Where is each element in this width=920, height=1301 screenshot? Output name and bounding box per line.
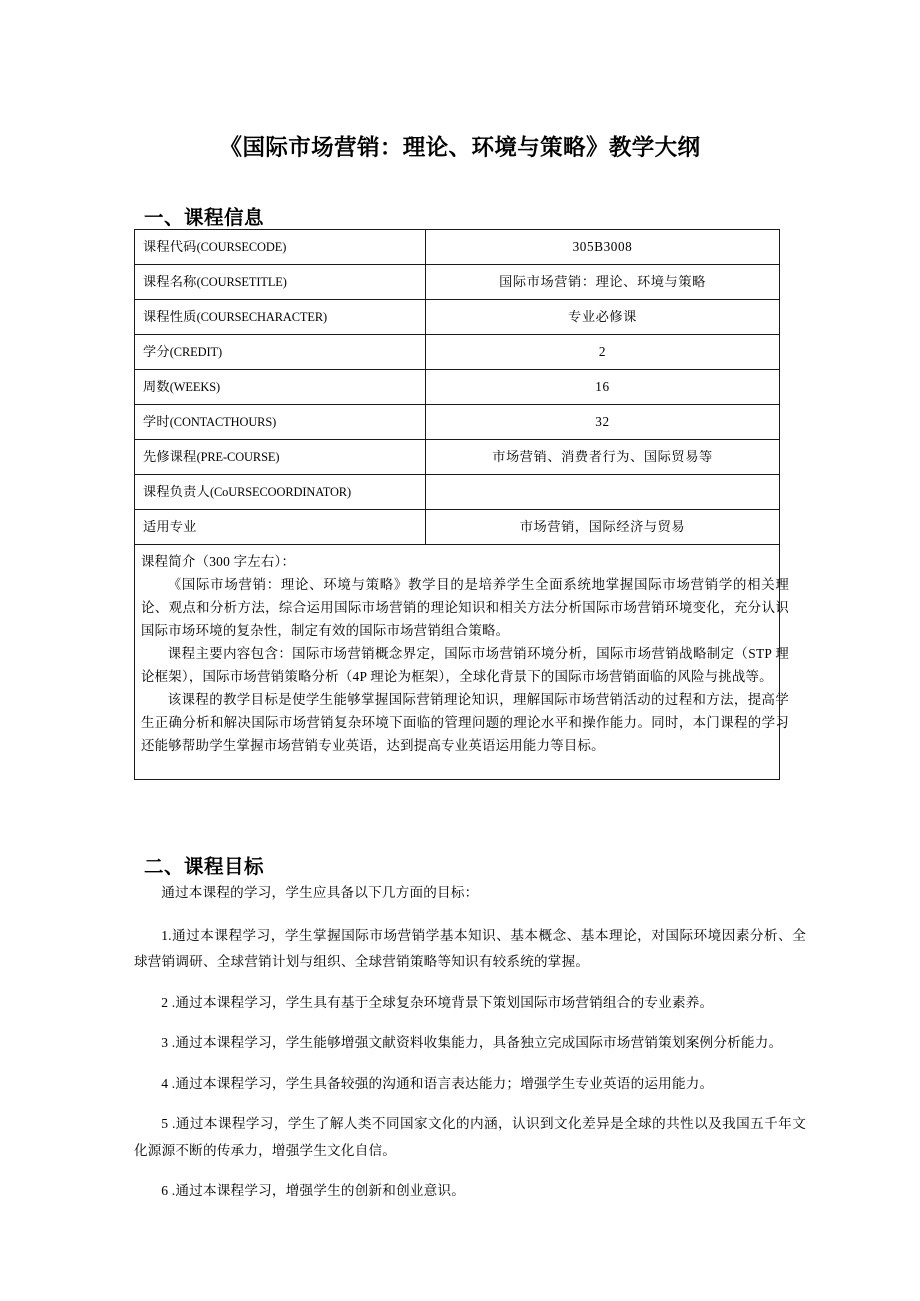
table-row [135,335,780,370]
table-row [135,510,780,545]
row-value-credit: 2 [426,335,780,370]
course-goals-body [134,880,806,1219]
label-cn: 课程负责人 [143,484,210,500]
course-description-paragraph-1: 《国际市场营销：理论、环境与策略》教学目的是培养学生全面系统地掌握国际市场营销学的相关理论、观点和分析方法，综合运用国际市场营销的理论知识和相关方法分析国际市场营销环境变化，充分认识国际市场环境的复杂性，制定有效的国际市场营销组合策略。 [141,577,789,639]
label-cn: 学分 [143,344,170,360]
row-value-pre-course: 市场营销、消费者行为、国际贸易等 [426,440,780,475]
section-heading-course-goals: 二、课程目标 [144,856,265,879]
course-description-cell [135,545,789,780]
row-value-weeks: 16 [426,370,780,405]
row-label-course-character [135,300,426,335]
section-heading-course-info: 一、课程信息 [144,207,265,230]
course-goal-item-1: 1.通过本课程学习，学生掌握国际市场营销学基本知识、基本概念、基本理论，对国际环境因素分析、全球营销调研、全球营销计划与组织、全球营销策略等知识有较系统的掌握。 [134,927,806,969]
label-cn: 课程代码 [143,239,197,255]
row-value-contact-hours: 32 [426,405,780,440]
row-value-course-character: 专业必修课 [426,300,780,335]
label-cn: 课程名称 [143,274,197,290]
row-label-course-title [135,265,426,300]
table-row-description [135,545,780,780]
table-row [135,370,780,405]
row-value-course-code: 305B3008 [426,230,780,265]
label-en: (WEEKS) [169,380,221,395]
table-row [135,230,780,265]
course-goal-item-6: 6 .通过本课程学习，增强学生的创新和创业意识。 [161,1183,466,1198]
label-cn: 学时 [143,414,170,430]
row-value-course-title: 国际市场营销：理论、环境与策略 [426,265,780,300]
row-label-weeks [135,370,426,405]
table-row [135,300,780,335]
label-en: (COURSETITLE) [196,275,287,290]
row-value-course-coordinator [426,475,780,510]
course-goal-item-3: 3 .通过本课程学习，学生能够增强文献资料收集能力，具备独立完成国际市场营销策划案例分析能力。 [161,1035,783,1050]
row-label-contact-hours [135,405,426,440]
row-label-pre-course [135,440,426,475]
label-en: (CoURSECOORDINATOR) [209,485,352,500]
course-goal-item-5: 5 .通过本课程学习，学生了解人类不同国家文化的内涵，认识到文化差异是全球的共性以及我国五千年文化源源不断的传承力，增强学生文化自信。 [134,1116,806,1158]
label-en: (PRE-COURSE) [196,450,280,465]
label-cn: 课程性质 [143,309,197,325]
row-label-course-code [135,230,426,265]
label-cn: 先修课程 [143,449,197,465]
course-goals-lead: 通过本课程的学习，学生应具备以下几方面的目标： [161,885,479,900]
page-title: 《国际市场营销：理论、环境与策略》教学大纲 [219,135,701,161]
course-description-label: 课程简介（300 字左右）： [141,554,296,569]
row-label-applicable-major [135,510,426,545]
course-goal-item-2: 2 .通过本课程学习，学生具有基于全球复杂环境背景下策划国际市场营销组合的专业素养。 [161,994,714,1010]
table-row [135,475,780,510]
label-en: (COURSECODE) [196,240,287,255]
row-label-credit [135,335,426,370]
course-description-paragraph-3: 该课程的教学目标是使学生能够掌握国际营销理论知识，理解国际市场营销活动的过程和方法，提高学生正确分析和解决国际市场营销复杂环境下面临的管理问题的理论水平和操作能力。同时，本门课程的学习还能够帮助学生掌握市场营销专业英语，达到提高专业英语运用能力等目标。 [141,692,789,754]
table-row [135,440,780,475]
label-cn: 适用专业 [143,519,197,535]
label-en: (COURSECHARACTER) [196,310,328,325]
course-goal-item-4: 4 .通过本课程学习，学生具备较强的沟通和语言表达能力；增强学生专业英语的运用能力。 [161,1075,714,1091]
course-info-table [134,229,789,780]
table-row [135,405,780,440]
label-en: (CONTACTHOURS) [169,415,277,430]
label-cn: 周数 [143,379,170,395]
row-label-course-coordinator [135,475,426,510]
course-description-paragraph-2: 课程主要内容包含：国际市场营销概念界定，国际市场营销环境分析，国际市场营销战略制定（STP 理论框架），国际市场营销策略分析（4P 理论为框架），全球化背景下的国际市场营销面临的风险与挑战等。 [141,646,789,685]
label-en: (CREDIT) [169,345,222,360]
course-info-table-body [135,230,789,780]
row-value-applicable-major: 市场营销，国际经济与贸易 [426,510,780,545]
table-row [135,265,780,300]
